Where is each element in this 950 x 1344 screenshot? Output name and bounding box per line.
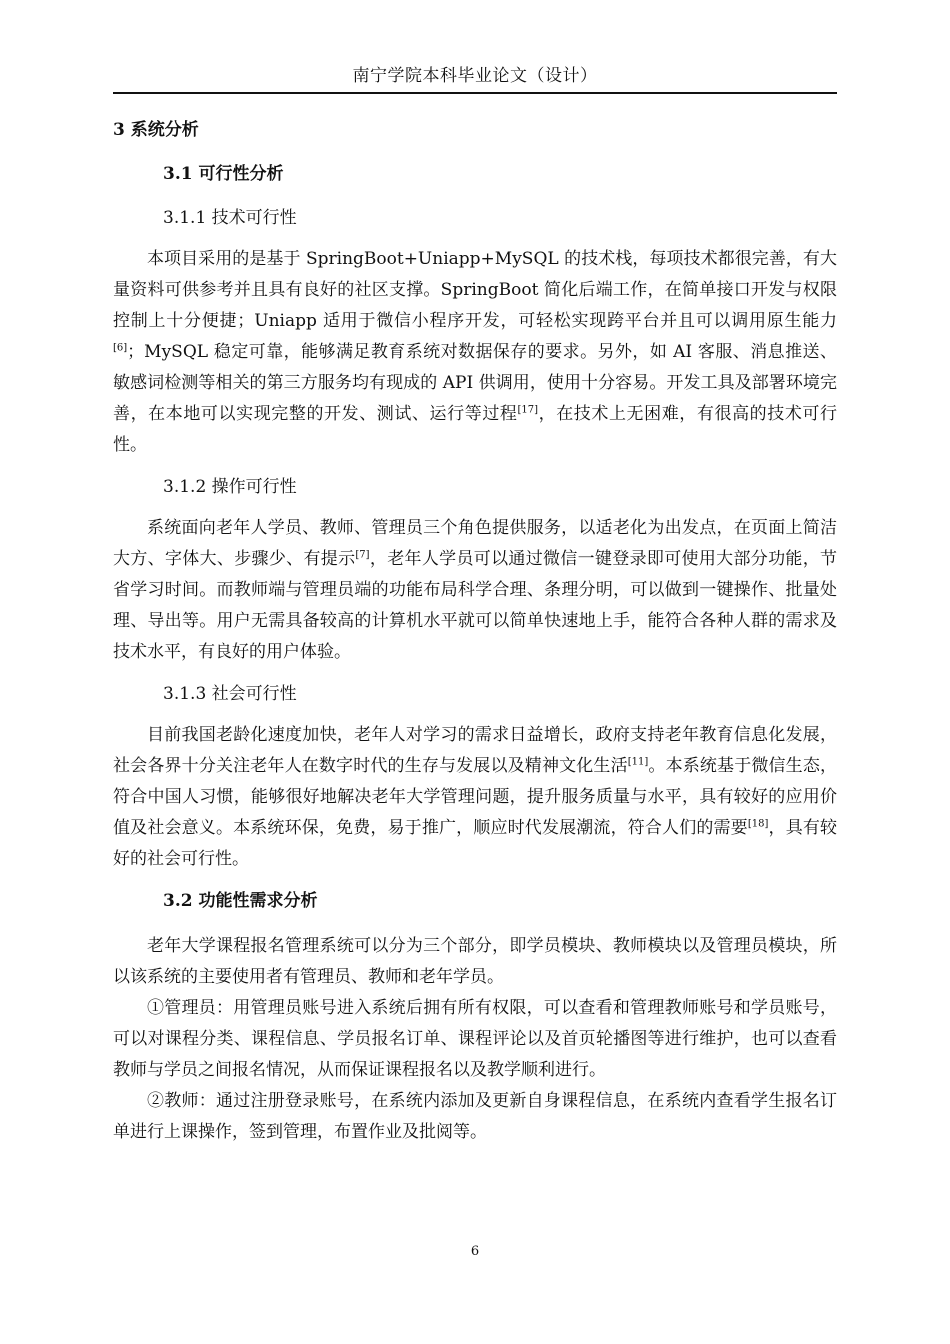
paragraph-operational-feasibility bbox=[113, 513, 837, 668]
header-rule bbox=[113, 92, 837, 94]
citation-ref: [6] bbox=[113, 342, 128, 354]
paragraph-admin-role: ①管理员：用管理员账号进入系统后拥有所有权限，可以查看和管理教师账号和学员账号，可以对课程分类、课程信息、学员报名订单、课程评论以及首页轮播图等进行维护，也可以查看教师与学员之间报名情况，从而保证课程报名以及教学顺利进行。 bbox=[113, 998, 837, 1080]
page-number: 6 bbox=[470, 1244, 480, 1259]
heading-section-3: 3 系统分析 bbox=[113, 120, 199, 140]
paragraph-text: 系统面向老年人学员、教师、管理员三个角色提供服务，以适老化为出发点，在页面上简洁大方、字体大、步骤少、有提示 bbox=[113, 518, 837, 569]
page-content bbox=[113, 116, 837, 1148]
heading-section-3-2: 3.2 功能性需求分析 bbox=[163, 891, 318, 911]
paragraph-text: 。本系统基于微信生态，符合中国人习惯，能够很好地解决老年大学管理问题，提升服务质量与水平，具有较好的应用价值及社会意义。本系统环保，免费，易于推广，顺应时代发展潮流，符合人们的需要 bbox=[113, 756, 838, 838]
paragraph-text: ，具有较好的社会可行性。 bbox=[113, 818, 838, 869]
paragraph-text: 目前我国老龄化速度加快，老年人对学习的需求日益增长，政府支持老年教育信息化发展，社会各界十分关注老年人在数字时代的生存与发展以及精神文化生活 bbox=[113, 725, 837, 776]
paragraph-text: ，在技术上无困难，有很高的技术可行性。 bbox=[113, 404, 838, 455]
paragraph-social-feasibility bbox=[113, 720, 837, 875]
heading-section-3-1: 3.1 可行性分析 bbox=[163, 164, 284, 184]
running-header: 南宁学院本科毕业论文（设计） bbox=[352, 66, 598, 86]
citation-ref: [17] bbox=[517, 404, 539, 416]
paragraph-technical-feasibility bbox=[113, 244, 837, 461]
paragraph-functional-intro: 老年大学课程报名管理系统可以分为三个部分，即学员模块、教师模块以及管理员模块，所以该系统的主要使用者有管理员、教师和老年学员。 bbox=[113, 936, 837, 987]
paragraph-text: ，老年人学员可以通过微信一键登录即可使用大部分功能，节省学习时间。而教师端与管理员端的功能布局科学合理、条理分明，可以做到一键操作、批量处理、导出等。用户无需具备较高的计算机水平就可以简单快速地上手，能符合各种人群的需求及技术水平，有良好的用户体验。 bbox=[113, 549, 838, 662]
heading-section-3-1-2: 3.1.2 操作可行性 bbox=[163, 477, 297, 497]
paragraph-text: 本项目采用的是基于 SpringBoot+Uniapp+MySQL 的技术栈，每项技术都很完善，有大量资料可供参考并且具有良好的社区支撑。SpringBoot 简化后端工作，在简单接口开发与权限控制上十分便捷；Uniapp 适用于微信小程序开发，可轻松实现跨平台并且可以调用原生能力 bbox=[113, 249, 837, 331]
citation-ref: [7] bbox=[355, 549, 370, 561]
heading-section-3-1-3: 3.1.3 社会可行性 bbox=[163, 684, 297, 704]
paragraph-text: ；MySQL 稳定可靠，能够满足教育系统对数据保存的要求。另外，如 AI 客服、消息推送、敏感词检测等相关的第三方服务均有现成的 API 供调用，使用十分容易。开发工具及部署环境完善，在本地可以实现完整的开发、测试、运行等过程 bbox=[113, 342, 837, 424]
citation-ref: [18] bbox=[747, 818, 769, 830]
heading-section-3-1-1: 3.1.1 技术可行性 bbox=[163, 208, 297, 228]
citation-ref: [11] bbox=[627, 756, 649, 768]
paragraph-teacher-role: ②教师：通过注册登录账号，在系统内添加及更新自身课程信息，在系统内查看学生报名订单进行上课操作，签到管理，布置作业及批阅等。 bbox=[113, 1091, 837, 1142]
